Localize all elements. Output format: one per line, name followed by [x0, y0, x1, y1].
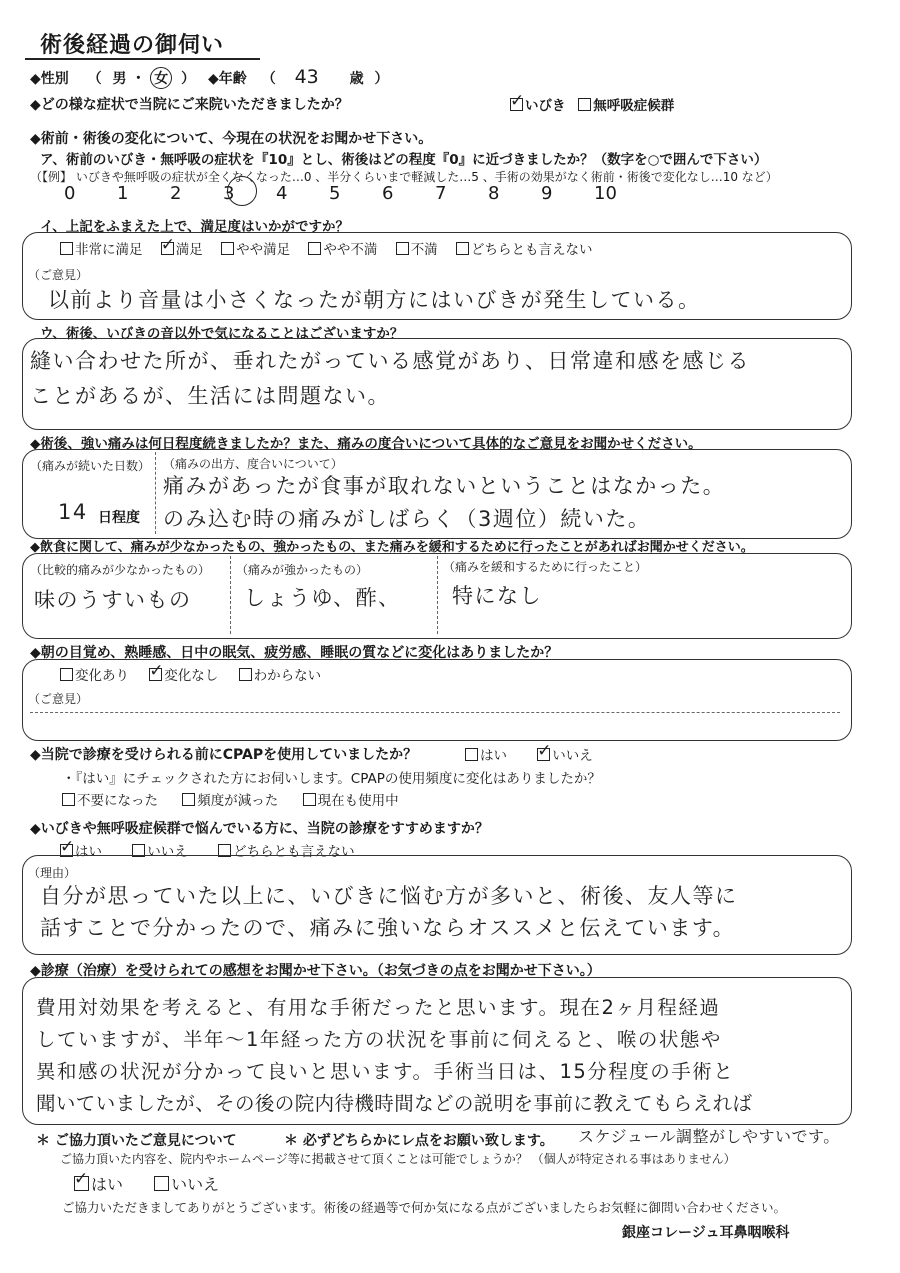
sleep-opinion-label: （ご意見）	[28, 692, 89, 706]
pain-divider	[155, 452, 156, 534]
food-question: ◆飲食に関して、痛みが少なかったもの、強かったもの、また痛みを緩和するために行ったことがあればお聞かせください。	[30, 540, 754, 555]
pain-detail-label: （痛みの出方、度合いについて）	[163, 457, 343, 471]
food-divider-2	[437, 556, 438, 634]
scale-5[interactable]: 5	[329, 183, 341, 204]
cpap-sub-options: 不要になった 頻度が減った 現在も使用中	[62, 789, 399, 809]
change-header: ◆術前・術後の変化について、今現在の状況をお聞かせ下さい。	[30, 131, 433, 147]
checkbox-apnea[interactable]	[578, 98, 591, 111]
impression-line-3: 異和感の状況が分かって良いと思います。手術当日は、15分程度の手術と	[36, 1060, 735, 1083]
checkbox-snoring[interactable]	[510, 98, 523, 111]
other-question: ウ、術後、いびきの音以外で気になることはございますか？	[40, 326, 404, 342]
scale-4[interactable]: 4	[276, 183, 288, 204]
age-unit: 歳	[349, 71, 364, 87]
checkbox-cpap-no[interactable]	[537, 748, 550, 761]
satisfaction-opinion: 以前より音量は小さくなったが朝方にはいびきが発生している。	[48, 288, 701, 312]
pain-days-unit: 日程度	[98, 510, 140, 526]
scale-selected-circle	[227, 176, 257, 206]
age-label: ◆年齢	[208, 71, 247, 87]
scale-row	[64, 183, 647, 204]
scale-10[interactable]: 10	[594, 183, 617, 204]
checkbox-cpap-unneeded[interactable]	[62, 793, 75, 806]
impression-line-2: していますが、半年〜1年経った方の状況を事前に伺えると、喉の状態や	[36, 1028, 722, 1051]
age-value[interactable]: 43	[294, 66, 319, 88]
pain-days-label: （痛みが続いた日数）	[30, 459, 151, 473]
gender-male[interactable]: 男	[112, 71, 127, 87]
satisfaction-opinion-label: （ご意見）	[28, 268, 89, 282]
sleep-question: ◆朝の目覚め、熟睡感、日中の眠気、疲労感、睡眠の質などに変化はありましたか？	[30, 645, 559, 661]
sleep-opinion-line	[30, 712, 840, 713]
food-col2-label: （痛みが強かったもの）	[236, 563, 369, 577]
checkbox-very-satisfied[interactable]	[60, 242, 73, 255]
symptom-question: ◆どの様な症状で当院にご来院いただきましたか？	[30, 97, 349, 113]
cpap-sub-question: ・『はい』にチェックされた方にお伺いします。CPAPの使用頻度に変化はありましたか？	[62, 771, 601, 787]
scale-8[interactable]: 8	[488, 183, 500, 204]
gender-label: ◆性別	[30, 71, 69, 87]
checkbox-consent-yes[interactable]	[74, 1176, 89, 1191]
other-line-2: ことがあるが、生活には問題ない。	[30, 384, 390, 408]
footer-clinic: 銀座コレージュ耳鼻咽喉科	[622, 1225, 790, 1241]
food-col1-label: （比較的痛みが少なかったもの）	[30, 563, 211, 577]
checkbox-somewhat-satisfied[interactable]	[221, 242, 234, 255]
checkbox-somewhat-dissatisfied[interactable]	[308, 242, 321, 255]
page-title: 術後経過の御伺い	[40, 33, 225, 58]
impression-line-1: 費用対効果を考えると、有用な手術だったと思います。現在2ヶ月程経過	[36, 996, 721, 1019]
checkbox-cpap-still-using[interactable]	[303, 793, 316, 806]
scale-0[interactable]: 0	[64, 183, 76, 204]
scale-1[interactable]: 1	[117, 183, 129, 204]
consent-question: ご協力頂いた内容を、院内やホームページ等に掲載させて頂くことは可能でしょうか？ （個人が特定される事はありません）	[60, 1152, 736, 1166]
consent-options: ✓はい いいえ	[74, 1172, 219, 1195]
consent-header-2: ＊ 必ずどちらかにレ点をお願い致します。	[284, 1133, 554, 1149]
food-col1-value: 味のうすいもの	[34, 588, 192, 612]
other-line-1: 縫い合わせた所が、垂れたがっている感覚があり、日常違和感を感じる	[30, 349, 750, 373]
recommend-reason-line-1: 自分が思っていた以上に、いびきに悩む方が多いと、術後、友人等に	[40, 884, 738, 908]
change-question-a: ア、術前のいびき・無呼吸の症状を『10』とし、術後はどの程度『0』に近づきましたか？（数字を○で囲んで下さい）	[40, 152, 768, 168]
checkbox-sleep-no-change[interactable]	[149, 668, 162, 681]
scale-3[interactable]: 3	[223, 183, 235, 204]
pain-question: ◆術後、強い痛みは何日程度続きましたか？また、痛みの度合いについて具体的なご意見をお聞かせください。	[30, 436, 702, 452]
recommend-reason-label: （理由）	[28, 866, 77, 880]
cpap-options: はい ✓ いいえ	[465, 744, 593, 764]
checkbox-sleep-unknown[interactable]	[239, 668, 252, 681]
satisfaction-question: イ、上記をふまえた上で、満足度はいかがですか？	[40, 219, 350, 235]
food-col2-value: しょうゆ、酢、	[244, 586, 401, 610]
recommend-options: ✓はい いいえ どちらとも言えない	[60, 840, 355, 860]
recommend-question: ◆いびきや無呼吸症候群で悩んでいる方に、当院の診療をすすめますか？	[30, 821, 489, 837]
checkbox-dissatisfied[interactable]	[396, 242, 409, 255]
checkbox-sleep-changed[interactable]	[60, 668, 73, 681]
consent-header-1: ＊ ご協力頂いたご意見について	[36, 1133, 237, 1149]
scale-2[interactable]: 2	[170, 183, 182, 204]
change-example: （【例】 いびきや無呼吸の症状が全くなくなった…0 、半分くらいまで軽減した…5 、手術の効果がなく術前・術後で変化なし…10 など）	[30, 170, 778, 184]
gender-female-circled[interactable]: 女	[150, 67, 172, 89]
food-divider-1	[230, 556, 231, 634]
cpap-question: ◆当院で診療を受けられる前にCPAPを使用していましたか？	[30, 747, 418, 763]
checkbox-consent-no[interactable]	[154, 1176, 169, 1191]
scale-7[interactable]: 7	[435, 183, 447, 204]
symptom-options: ✓ いびき 無呼吸症候群	[510, 94, 674, 114]
impression-line-5: スケジュール調整がしやすいです。	[578, 1127, 840, 1146]
pain-days-value: 14	[58, 500, 88, 524]
food-col3-value: 特になし	[452, 584, 542, 608]
checkbox-cpap-yes[interactable]	[465, 748, 478, 761]
scale-9[interactable]: 9	[541, 183, 553, 204]
recommend-reason-line-2: 話すことで分かったので、痛みに強いならオススメと伝えています。	[40, 916, 736, 940]
title-underline	[25, 58, 260, 60]
pain-detail-line-1: 痛みがあったが食事が取れないということはなかった。	[163, 474, 726, 498]
gender-row: ◆性別 （ 男 ・ 女 ） ◆年齢 （ 43 歳 ）	[30, 66, 389, 88]
satisfaction-options: 非常に満足 ✓ 満足 やや満足 やや不満 不満 どちらとも言えない	[60, 238, 592, 258]
checkbox-satisfied[interactable]	[161, 242, 174, 255]
sleep-options: 変化あり ✓ 変化なし わからない	[60, 664, 321, 684]
checkbox-cpap-reduced[interactable]	[182, 793, 195, 806]
food-col3-label: （痛みを緩和するために行ったこと）	[443, 560, 648, 574]
footer-thanks: ご協力いただきましてありがとうございます。術後の経過等で何か気になる点がございましたらお気軽に御問い合わせください。	[62, 1200, 787, 1215]
checkbox-neutral[interactable]	[456, 242, 469, 255]
impression-question: ◆診療（治療）を受けられての感想をお聞かせ下さい。（お気づきの点をお聞かせ下さい。）	[30, 963, 601, 979]
impression-line-4: 聞いていましたが、その後の院内待機時間などの説明を事前に教えてもらえれば	[36, 1092, 753, 1115]
pain-detail-line-2: のみ込む時の痛みがしばらく（3週位）続いた。	[163, 507, 651, 531]
scale-6[interactable]: 6	[382, 183, 394, 204]
